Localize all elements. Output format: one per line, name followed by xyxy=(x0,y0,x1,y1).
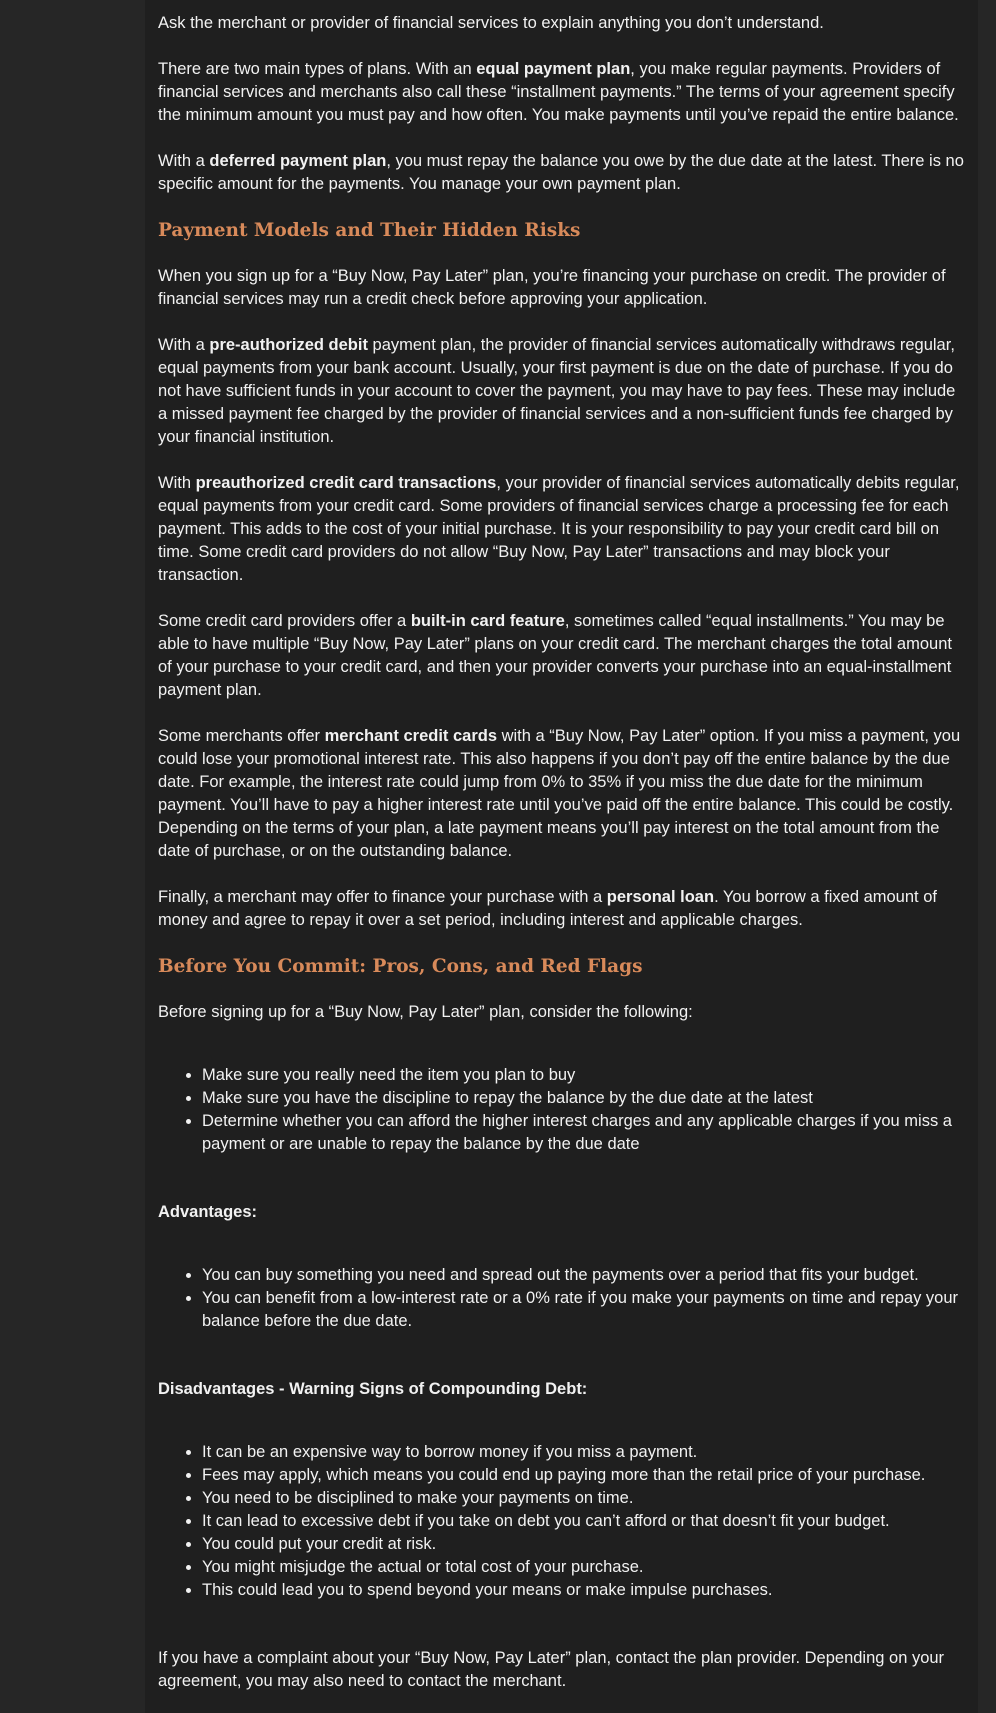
list-item: • Determine whether you can afford the higher interest charges and any applicable charges if you miss a payment or are unable to repay the balance by the due date xyxy=(202,1110,966,1156)
term-preauthorized-credit-card: preauthorized credit card transactions xyxy=(195,474,497,492)
text: Some credit card providers offer a xyxy=(158,612,411,630)
section-heading-before-you-commit: Before You Commit: Pros, Cons, and Red Flags xyxy=(158,956,643,977)
list-item: • You could put your credit at risk. xyxy=(202,1533,966,1556)
intro-paragraph-2 xyxy=(158,58,966,127)
term-pre-authorized-debit: pre-authorized debit xyxy=(209,336,368,354)
list-item: • You might misjudge the actual or total cost of your purchase. xyxy=(202,1556,966,1579)
section1-paragraph-1: When you sign up for a “Buy Now, Pay Later” plan, you’re financing your purchase on credit. The provider of financial services may run a credit check before approving your application. xyxy=(158,267,946,308)
list-item: • Make sure you really need the item you plan to buy xyxy=(202,1064,966,1087)
section1-paragraph-5 xyxy=(158,725,966,863)
text: There are two main types of plans. With an xyxy=(158,60,477,78)
text: payment plan, the provider of financial services automatically withdraws regular, equal payments from your bank account. Usually, your first payment is due on the date of purchase. If you do not have sufficient funds in your account to cover the payment, you may have to pay fees. These may include a missed payment fee charged by the provider of financial services and a non-sufficient funds fee charged by your financial institution. xyxy=(158,336,956,446)
disadvantages-heading: Disadvantages - Warning Signs of Compounding Debt: xyxy=(158,1380,588,1398)
text: , you make regular payments. Providers of financial services and merchants also call these “installment payments.” The terms of your agreement specify the minimum amount you must pay and how often. You make payments until you’ve repaid the entire balance. xyxy=(158,60,959,124)
text: With a xyxy=(158,152,210,170)
text: Some merchants offer xyxy=(158,727,325,745)
advantages-heading: Advantages: xyxy=(158,1203,258,1221)
term-built-in-card-feature: built-in card feature xyxy=(410,612,565,630)
text: , you must repay the balance you owe by the due date at the latest. There is no specific amount for the payments. You manage your own payment plan. xyxy=(158,152,964,193)
left-gutter xyxy=(0,0,145,1713)
article-content xyxy=(145,0,978,1713)
list-item: • You can benefit from a low-interest rate or a 0% rate if you make your payments on time and repay your balance before the due date. xyxy=(202,1287,966,1333)
intro-paragraph-1: Ask the merchant or provider of financial services to explain anything you don’t understand. xyxy=(158,14,824,32)
term-equal-payment-plan: equal payment plan xyxy=(476,60,631,78)
intro-paragraph-3 xyxy=(158,150,966,196)
closing-paragraph: If you have a complaint about your “Buy Now, Pay Later” plan, contact the plan provider. Depending on your agreement, you may also need to contact the merchant. xyxy=(158,1649,945,1690)
list-item: • This could lead you to spend beyond your means or make impulse purchases. xyxy=(202,1579,966,1602)
section1-paragraph-2 xyxy=(158,334,966,449)
text: , your provider of financial services automatically debits regular, equal payments from your credit card. Some providers of financial services charge a processing fee for each payment. This adds to the cost of your initial purchase. It is your responsibility to pay your credit card bill on time. Some credit card providers do not allow “Buy Now, Pay Later” transactions and may block your transaction. xyxy=(158,474,960,584)
text: . You borrow a fixed amount of money and agree to repay it over a set period, including interest and applicable charges. xyxy=(158,888,937,929)
term-merchant-credit-cards: merchant credit cards xyxy=(324,727,498,745)
term-personal-loan: personal loan xyxy=(606,888,715,906)
list-item: • It can be an expensive way to borrow money if you miss a payment. xyxy=(202,1441,966,1464)
advantages-list xyxy=(158,1264,966,1333)
text: , sometimes called “equal installments.” You may be able to have multiple “Buy Now, Pay Later” plans on your credit card. The merchant charges the total amount of your purchase to your credit card, and then your provider converts your purchase into an equal-installment payment plan. xyxy=(158,612,952,699)
disadvantages-list xyxy=(158,1441,966,1602)
text: With xyxy=(158,474,196,492)
section-heading-payment-models: Payment Models and Their Hidden Risks xyxy=(158,220,581,241)
spacer xyxy=(158,1224,966,1264)
list-item: • Fees may apply, which means you could end up paying more than the retail price of your purchase. xyxy=(202,1464,966,1487)
spacer xyxy=(158,1401,966,1441)
spacer xyxy=(158,1024,966,1064)
list-item: • You can buy something you need and spread out the payments over a period that fits your budget. xyxy=(202,1264,966,1287)
section2-paragraph-1: Before signing up for a “Buy Now, Pay Later” plan, consider the following: xyxy=(158,1003,693,1021)
list-item: • It can lead to excessive debt if you take on debt you can’t afford or that doesn’t fit your budget. xyxy=(202,1510,966,1533)
section1-paragraph-6 xyxy=(158,886,966,932)
section1-paragraph-4 xyxy=(158,610,966,702)
section1-paragraph-3 xyxy=(158,472,966,587)
text: With a xyxy=(158,336,210,354)
text: with a “Buy Now, Pay Later” option. If you miss a payment, you could lose your promotional interest rate. This also happens if you don’t pay off the entire balance by the due date. For example, the interest rate could jump from 0% to 35% if you miss the due date for the minimum payment. You’ll have to pay a higher interest rate until you’ve paid off the entire balance. This could be costly. Depending on the terms of your plan, a late payment means you’ll pay interest on the total amount from the date of purchase, or on the outstanding balance. xyxy=(158,727,961,860)
text: Finally, a merchant may offer to finance your purchase with a xyxy=(158,888,607,906)
right-gutter xyxy=(978,0,996,1713)
list-item: • Make sure you have the discipline to repay the balance by the due date at the latest xyxy=(202,1087,966,1110)
term-deferred-payment-plan: deferred payment plan xyxy=(209,152,387,170)
considerations-list xyxy=(158,1064,966,1156)
list-item: • You need to be disciplined to make your payments on time. xyxy=(202,1487,966,1510)
